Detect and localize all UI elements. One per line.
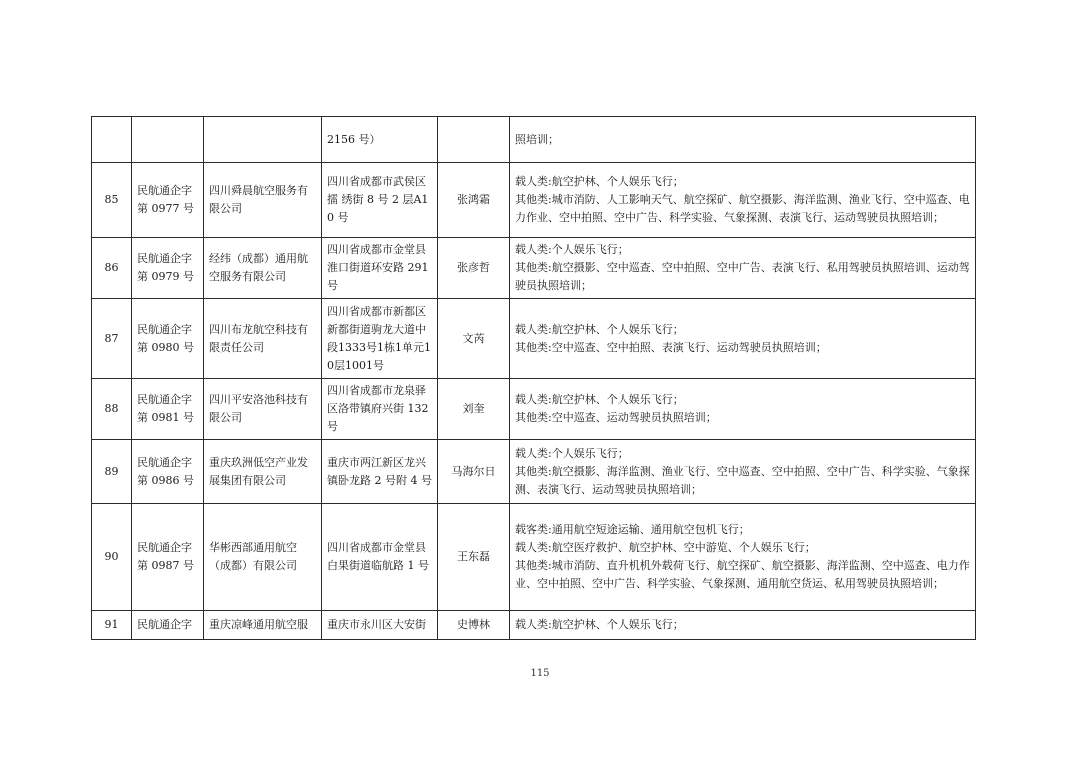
- business-scope-cell: [510, 611, 976, 640]
- row-number-cell: [92, 117, 132, 163]
- permit-number-cell: [132, 117, 204, 163]
- business-scope-line: 载人类:航空护林、个人娱乐飞行；: [515, 322, 684, 336]
- table-row: [92, 163, 976, 238]
- row-number-cell: 89: [92, 440, 132, 504]
- address-cell: 四川省成都市武侯区擂 绣街 8 号 2 层A10 号: [322, 163, 438, 238]
- business-scope-line: 其他类:空中巡查、空中拍照、表演飞行、运动驾驶员执照培训；: [515, 340, 827, 354]
- business-scope-cell: [510, 117, 976, 163]
- business-scope-cell: [510, 440, 976, 504]
- business-scope-cell: [510, 504, 976, 611]
- permit-number-cell: 民航通企字第 0987 号: [132, 504, 204, 611]
- business-scope-line: 其他类:空中巡查、运动驾驶员执照培训；: [515, 411, 717, 424]
- row-number-cell: 85: [92, 163, 132, 238]
- company-name-cell: 四川布龙航空科技有限责任公司: [204, 299, 322, 379]
- company-name-cell: 四川平安洛池科技有限公司: [204, 379, 322, 440]
- address-cell: 四川省成都市新都区新都街道驹龙大道中段1333号1栋1单元10层1001号: [322, 299, 438, 379]
- page-number: 115: [530, 668, 550, 679]
- business-scope-line: 载人类:航空护林、个人娱乐飞行；: [515, 618, 684, 631]
- row-number-cell: 86: [92, 238, 132, 299]
- row-number-cell: 87: [92, 299, 132, 379]
- business-scope-line: 载人类:航空医疗救护、航空护林、空中游览、个人娱乐飞行；: [515, 541, 816, 554]
- legal-person-cell: [438, 117, 510, 163]
- business-scope-cell: [510, 238, 976, 299]
- business-scope-line: 其他类:城市消防、直升机机外载荷飞行、航空探矿、航空摄影、海洋监测、空中巡查、电力作业、空中拍照、空中广告、科学实验、气象探测、通用航空货运、私用驾驶员执照培训；: [515, 559, 970, 590]
- company-name-cell: 四川舜晨航空服务有限公司: [204, 163, 322, 238]
- table-row: [92, 379, 976, 440]
- company-name-cell: 重庆凉峰通用航空服: [204, 611, 322, 640]
- legal-person-cell: 史博林: [438, 611, 510, 640]
- table-row: [92, 299, 976, 379]
- table-row: [92, 238, 976, 299]
- company-name-cell: 华彬西部通用航空（成都）有限公司: [204, 504, 322, 611]
- company-name-cell: 重庆玖洲低空产业发展集团有限公司: [204, 440, 322, 504]
- business-scope-line: 载人类:航空护林、个人娱乐飞行；: [515, 393, 684, 406]
- legal-person-cell: 刘奎: [438, 379, 510, 440]
- business-scope-line: 载人类:个人娱乐飞行；: [515, 243, 629, 256]
- business-scope-cell: [510, 299, 976, 379]
- registry-table-body: [92, 117, 976, 640]
- table-row: [92, 611, 976, 640]
- legal-person-cell: 张彦哲: [438, 238, 510, 299]
- row-number-cell: 90: [92, 504, 132, 611]
- legal-person-cell: 王东磊: [438, 504, 510, 611]
- address-cell: 四川省成都市金堂县白果街道临航路 1 号: [322, 504, 438, 611]
- business-scope-line: 其他类:航空摄影、海洋监测、渔业飞行、空中巡查、空中拍照、空中广告、科学实验、气象探测、表演飞行、运动驾驶员执照培训；: [515, 464, 970, 496]
- business-scope-line: 照培训；: [515, 132, 559, 146]
- row-number-cell: 88: [92, 379, 132, 440]
- permit-number-cell: 民航通企字第 0981 号: [132, 379, 204, 440]
- business-scope-line: 其他类:城市消防、人工影响天气、航空探矿、航空摄影、海洋监测、渔业飞行、空中巡查、电力作业、空中拍照、空中广告、科学实验、气象探测、表演飞行、运动驾驶员执照培训；: [515, 193, 970, 224]
- registry-table: [91, 116, 976, 640]
- table-row: [92, 117, 976, 163]
- business-scope-cell: [510, 379, 976, 440]
- table-row: [92, 504, 976, 611]
- address-cell: 四川省成都市金堂县淮口街道环安路 291 号: [322, 238, 438, 299]
- company-name-cell: [204, 117, 322, 163]
- permit-number-cell: 民航通企字第 0977 号: [132, 163, 204, 238]
- business-scope-line: 载人类:航空护林、个人娱乐飞行；: [515, 175, 684, 188]
- address-cell: 四川省成都市龙泉驿区洛带镇府兴街 132号: [322, 379, 438, 440]
- row-number-cell: 91: [92, 611, 132, 640]
- business-scope-line: 载客类:通用航空短途运输、通用航空包机飞行；: [515, 523, 750, 536]
- business-scope-line: 其他类:航空摄影、空中巡查、空中拍照、空中广告、表演飞行、私用驾驶员执照培训、运动驾驶员执照培训；: [515, 261, 970, 292]
- business-scope-line: 载人类:个人娱乐飞行；: [515, 446, 629, 460]
- legal-person-cell: 张鸿霜: [438, 163, 510, 238]
- address-cell: 重庆市两江新区龙兴镇卧龙路 2 号附 4 号: [322, 440, 438, 504]
- company-name-cell: 经纬（成都）通用航空服务有限公司: [204, 238, 322, 299]
- permit-number-cell: 民航通企字第 0980 号: [132, 299, 204, 379]
- table-row: [92, 440, 976, 504]
- legal-person-cell: 文芮: [438, 299, 510, 379]
- legal-person-cell: 马海尔日: [438, 440, 510, 504]
- permit-number-cell: 民航通企字第 0986 号: [132, 440, 204, 504]
- business-scope-cell: [510, 163, 976, 238]
- permit-number-cell: 民航通企字: [132, 611, 204, 640]
- address-cell: 2156 号）: [322, 117, 438, 163]
- address-cell: 重庆市永川区大安街: [322, 611, 438, 640]
- permit-number-cell: 民航通企字第 0979 号: [132, 238, 204, 299]
